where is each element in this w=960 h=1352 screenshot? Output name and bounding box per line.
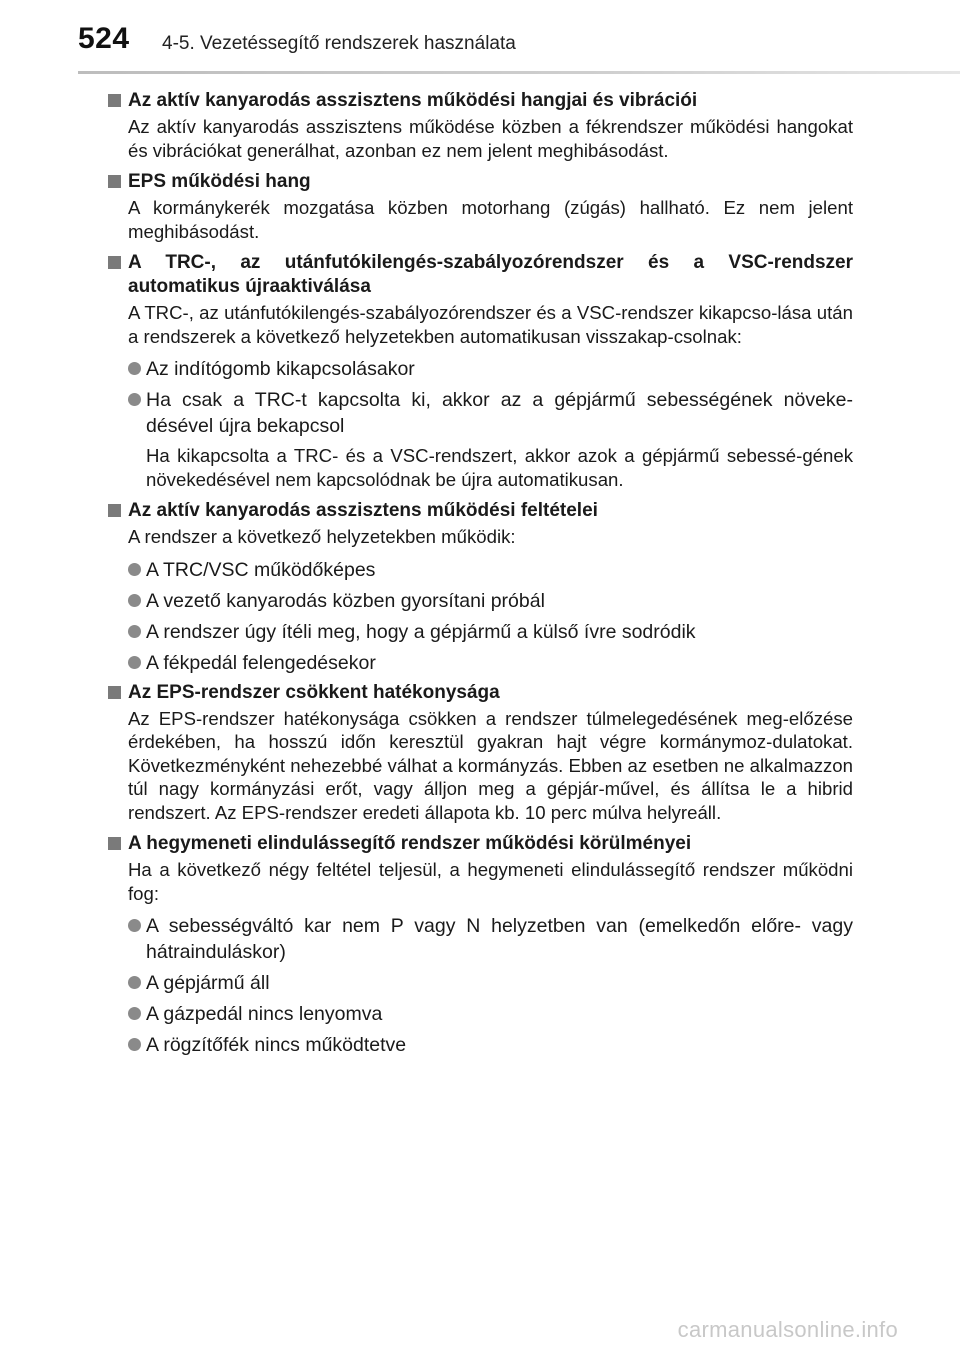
list-item: [128, 588, 853, 614]
section-paragraph: Az EPS-rendszer hatékonysága csökken a rendszer túlmelegedésének meg-előzése érdekében, ha hosszú időn keresztül gyakran hajt végre kormánymoz-dulatokat. Következményként nehezebbé válhat a kormányzás. Ebben az esetben ne alkalmazzon túl nagy kormányzási erőt, vagy álljon meg a gépjár-művel, és állítsa le a hibrid rendszert. Az EPS-rendszer eredeti állapota kb. 10 perc múlva helyreáll.: [128, 707, 853, 823]
list-item: [128, 387, 853, 439]
page-number: 524: [78, 22, 130, 55]
circle-bullet-icon: [128, 393, 141, 406]
section-paragraph: Az aktív kanyarodás asszisztens működése közben a fékrendszer működési hangokat és vibrációkat generálhat, azonban ez nem jelent meghibásodást.: [128, 116, 853, 161]
square-bullet-icon: [108, 686, 121, 699]
list-item: [128, 619, 853, 645]
section-heading-text: Az aktív kanyarodás asszisztens működési feltételei: [128, 500, 598, 521]
section-paragraph: Ha a következő négy feltétel teljesül, a hegymeneti elindulássegítő rendszer működni fog:: [128, 859, 853, 904]
circle-bullet-icon: [128, 362, 141, 375]
square-bullet-icon: [108, 175, 121, 188]
section-heading-text: Az aktív kanyarodás asszisztens működési hangjai és vibrációi: [128, 90, 698, 111]
section-heading-text: A hegymeneti elindulássegítő rendszer működési körülményei: [128, 833, 692, 854]
square-bullet-icon: [108, 504, 121, 517]
list-item: [128, 650, 853, 676]
section-paragraph: A kormánykerék mozgatása közben motorhang (zúgás) hallható. Ez nem jelent meghibásodást.: [128, 197, 853, 242]
square-bullet-icon: [108, 94, 121, 107]
list-item-text: A gázpedál nincs lenyomva: [146, 1003, 383, 1025]
list-item: [128, 1032, 853, 1058]
list-item-text: A fékpedál felengedésekor: [146, 651, 376, 674]
section-heading-text: EPS működési hang: [128, 171, 311, 192]
page-content: [108, 89, 853, 1063]
list-item-text: A rögzítőfék nincs működtetve: [146, 1034, 407, 1056]
circle-bullet-icon: [128, 625, 141, 638]
section-paragraph: A rendszer a következő helyzetekben működik:: [128, 526, 516, 547]
list-item-text: A rendszer úgy ítéli meg, hogy a gépjármű a külső ívre sodródik: [146, 620, 696, 643]
list-item-text: Ha csak a TRC-t kapcsolta ki, akkor az a gépjármű sebességének növeke-désével újra bekapcsol: [146, 389, 853, 437]
section-heading: [108, 89, 853, 113]
circle-bullet-icon: [128, 976, 141, 989]
list-item: [128, 356, 853, 382]
circle-bullet-icon: [128, 563, 141, 576]
list-item-text: A sebességváltó kar nem P vagy N helyzetben van (emelkedőn előre- vagy hátrainduláskor): [146, 915, 853, 963]
section-heading-text: Az EPS-rendszer csökkent hatékonysága: [128, 681, 500, 703]
list-item-text: Az indítógomb kikapcsolásakor: [146, 358, 415, 380]
circle-bullet-icon: [128, 919, 141, 932]
list-item-text: A TRC/VSC működőképes: [146, 558, 376, 581]
square-bullet-icon: [108, 837, 121, 850]
circle-bullet-icon: [128, 1038, 141, 1051]
section-heading-text: A TRC-, az utánfutókilengés-szabályozórendszer és a VSC-rendszer automatikus újraaktiválása: [128, 252, 853, 297]
section-heading: [108, 170, 853, 194]
section-heading: [108, 681, 853, 705]
page-header: [0, 0, 960, 78]
section-heading: [108, 251, 853, 299]
list-item-note: Ha kikapcsolta a TRC- és a VSC-rendszert, akkor azok a gépjármű sebessé-gének növekedésével nem kapcsolódnak be újra automatikusan.: [146, 445, 853, 490]
list-item: [128, 913, 853, 965]
header-divider: [78, 71, 960, 74]
section-heading: [108, 499, 853, 523]
section-heading: [108, 832, 853, 856]
list-item-text: A gépjármű áll: [146, 972, 270, 994]
watermark-link[interactable]: carmanualsonline.info: [677, 1317, 898, 1342]
circle-bullet-icon: [128, 594, 141, 607]
chapter-title: 4-5. Vezetéssegítő rendszerek használata: [162, 33, 516, 54]
square-bullet-icon: [108, 256, 121, 269]
list-item: [128, 970, 853, 996]
list-item-text: A vezető kanyarodás közben gyorsítani próbál: [146, 589, 545, 612]
circle-bullet-icon: [128, 656, 141, 669]
list-item: [128, 1001, 853, 1027]
section-paragraph: A TRC-, az utánfutókilengés-szabályozórendszer és a VSC-rendszer kikapcso-lása után a rendszerek a következő helyzetekben automatikusan visszakap-csolnak:: [128, 302, 853, 347]
list-item: [128, 557, 853, 583]
circle-bullet-icon: [128, 1007, 141, 1020]
